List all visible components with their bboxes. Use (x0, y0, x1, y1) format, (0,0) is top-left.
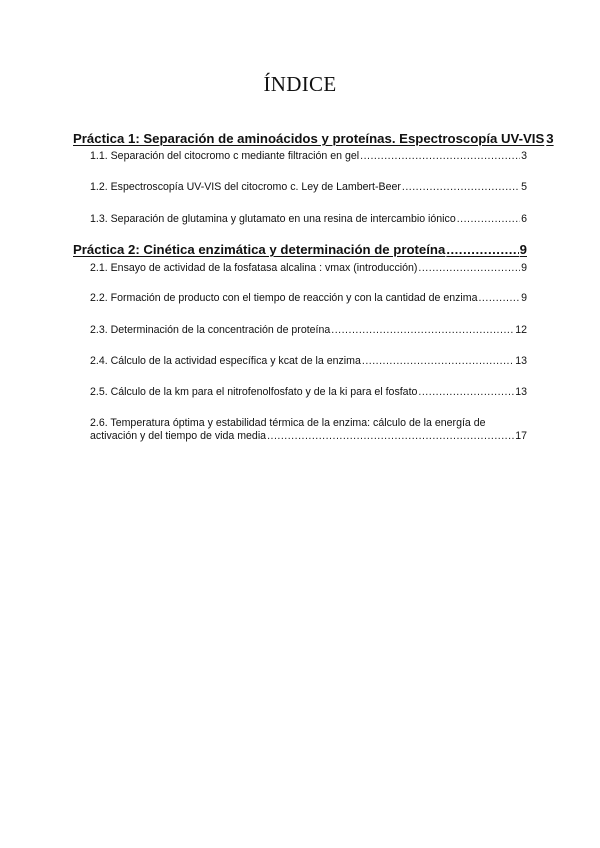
toc-page-number: 12 (515, 324, 527, 336)
toc-page-number: 3 (546, 131, 554, 146)
toc-item-label: 1.2. Espectroscopía UV-VIS del citocromo c. Ley de Lambert-Beer (90, 181, 401, 193)
toc-item-label: 1.3. Separación de glutamina y glutamato en una resina de intercambio iónico (90, 213, 456, 225)
toc-page-number: 17 (515, 430, 527, 442)
toc-item-label: 2.5. Cálculo de la km para el nitrofenolfosfato y de la ki para el fosfato (90, 386, 418, 398)
toc-section-practica-2[interactable] (73, 242, 527, 257)
toc-item-2-1[interactable] (90, 262, 527, 274)
toc-page-number: 3 (521, 150, 527, 162)
toc-section-label: Práctica 2: Cinética enzimática y determinación de proteína (73, 242, 446, 257)
toc-leader-dots (446, 242, 518, 257)
toc-page-number: 9 (521, 292, 527, 304)
toc-item-2-4[interactable] (90, 355, 527, 367)
toc-item-label: 2.2. Formación de producto con el tiempo de reacción y con la cantidad de enzima (90, 292, 478, 304)
toc-leader-dots (478, 292, 520, 304)
toc-item-2-5[interactable] (90, 386, 527, 398)
toc-item-1-3[interactable] (90, 213, 527, 225)
toc-leader-dots (362, 355, 514, 367)
toc-item-label: 2.3. Determinación de la concentración de proteína (90, 324, 331, 336)
toc-page-number: 13 (515, 386, 527, 398)
toc-leader-dots (331, 324, 514, 336)
toc-item-label: 1.1. Separación del citocromo c mediante filtración en gel (90, 150, 360, 162)
toc-item-2-2[interactable] (90, 292, 527, 304)
toc-item-1-1[interactable] (90, 150, 527, 162)
toc-item-2-3[interactable] (90, 324, 527, 336)
toc-leader-dots (418, 386, 514, 398)
toc-leader-dots (457, 213, 520, 225)
toc-leader-dots (402, 181, 520, 193)
toc-item-label: 2.1. Ensayo de actividad de la fosfatasa alcalina : vmax (introducción) (90, 262, 418, 274)
toc-item-2-6[interactable] (90, 417, 527, 443)
toc-item-label: 2.4. Cálculo de la actividad específica y kcat de la enzima (90, 355, 361, 367)
toc-page-number: 9 (519, 242, 527, 257)
page-title: ÍNDICE (263, 72, 337, 96)
toc-leader-dots (360, 150, 520, 162)
toc-leader-dots (418, 262, 520, 274)
toc-page-number: 13 (515, 355, 527, 367)
toc-leader-dots (267, 430, 514, 443)
toc-item-label-line2: activación y del tiempo de vida media (90, 430, 267, 442)
toc-page-number: 6 (521, 213, 527, 225)
toc-section-label: Práctica 1: Separación de aminoácidos y proteínas. Espectroscopía UV-VIS (73, 131, 545, 146)
toc-page-number: 5 (521, 181, 527, 193)
toc-page-number: 9 (521, 262, 527, 274)
toc-section-practica-1[interactable] (73, 131, 554, 146)
toc-item-1-2[interactable] (90, 181, 527, 193)
toc-item-label-line1: 2.6. Temperatura óptima y estabilidad térmica de la enzima: cálculo de la energía de (90, 417, 486, 429)
